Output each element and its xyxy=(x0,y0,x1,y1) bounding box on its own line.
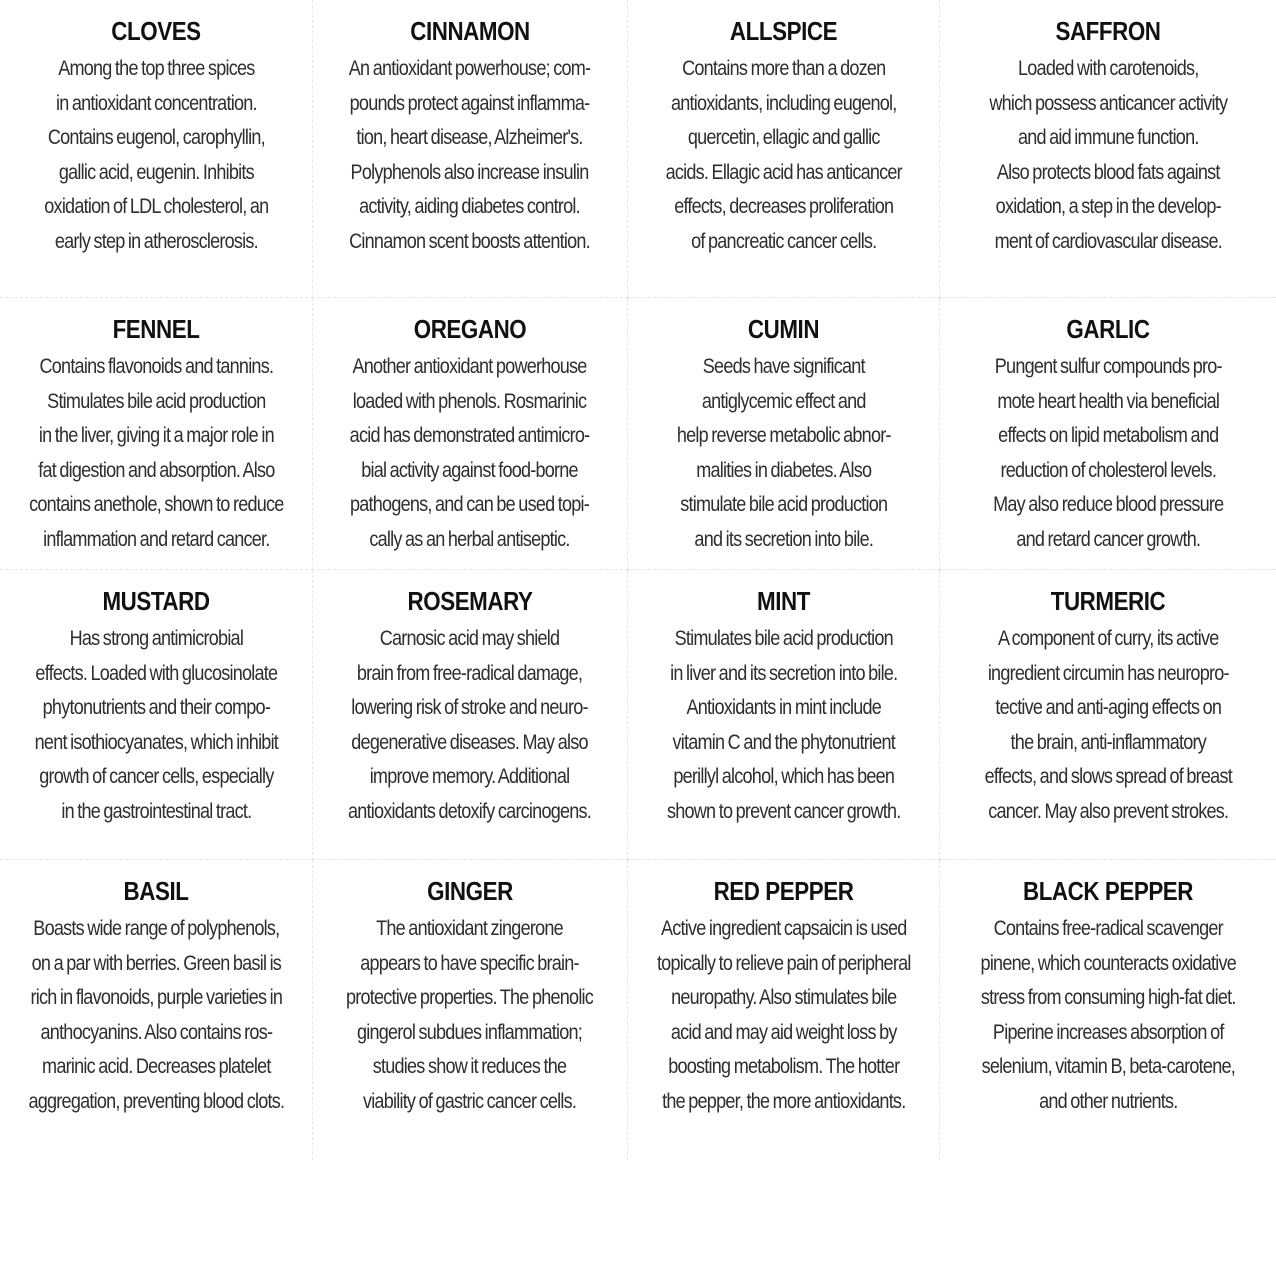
spice-name: BASIL xyxy=(123,876,189,906)
spice-card-fennel xyxy=(0,298,313,570)
spice-card-oregano xyxy=(313,298,628,570)
spice-card-garlic xyxy=(940,298,1276,570)
spice-card-red-pepper xyxy=(628,860,940,1160)
spice-card-basil xyxy=(0,860,313,1160)
spice-description: Loaded with carotenoids, which possess anticancer activity and aid immune function. Also protects blood fats against oxidation, a step in the develop- ment of cardiovascular disease. xyxy=(989,57,1227,253)
spice-description: An antioxidant powerhouse; com- pounds protect against inflamma- tion, heart disease, Alzheimer's. Polyphenols also increase insulin activity, aiding diabetes control. Cinnamon scent boosts attention. xyxy=(349,57,591,253)
spice-card-cinnamon xyxy=(313,0,628,298)
spice-description: The antioxidant zingerone appears to have specific brain- protective properties. The phenolic gingerol subdues inflammation; studies show it reduces the viability of gastric cancer cells. xyxy=(346,917,594,1113)
spice-card-mustard xyxy=(0,570,313,860)
spice-name: GINGER xyxy=(427,876,513,906)
spice-description: Pungent sulfur compounds pro- mote heart health via beneficial effects on lipid metabolism and reduction of cholesterol levels. May also reduce blood pressure and retard cancer growth. xyxy=(992,355,1224,551)
spice-description: Active ingredient capsaicin is used topically to relieve pain of peripheral neuropathy. Also stimulates bile acid and may aid weight loss by boosting metabolism. The hotter the pepper, the more antioxidants. xyxy=(656,917,911,1113)
spice-card-black-pepper xyxy=(940,860,1276,1160)
spice-description: Has strong antimicrobial effects. Loaded with glucosinolate phytonutrients and their compo- nent isothiocyanates, which inhibit growth of cancer cells, especially in the gastrointestinal tract. xyxy=(34,627,278,823)
spice-name: RED PEPPER xyxy=(713,876,854,906)
spice-name: CINNAMON xyxy=(410,16,530,46)
spice-name: MINT xyxy=(757,586,810,616)
spice-name: FENNEL xyxy=(112,314,200,344)
spice-name: CUMIN xyxy=(747,314,820,344)
spice-card-ginger xyxy=(313,860,628,1160)
spice-name: ROSEMARY xyxy=(407,586,533,616)
spice-card-cumin xyxy=(628,298,940,570)
spice-name: TURMERIC xyxy=(1050,586,1166,616)
spice-card-rosemary xyxy=(313,570,628,860)
spice-card-mint xyxy=(628,570,940,860)
spice-description: Among the top three spices in antioxidant concentration. Contains eugenol, carophyllin, gallic acid, eugenin. Inhibits oxidation of LDL cholesterol, an early step in atherosclerosis. xyxy=(43,57,269,253)
spice-name: OREGANO xyxy=(413,314,527,344)
spice-name: CLOVES xyxy=(111,16,201,46)
spice-card-cloves xyxy=(0,0,313,298)
spice-name: GARLIC xyxy=(1066,314,1150,344)
spice-description: Stimulates bile acid production in liver and its secretion into bile. Antioxidants in mint include vitamin C and the phytonutrient perillyl alcohol, which has been shown to prevent cancer growth. xyxy=(666,627,901,823)
spice-card-allspice xyxy=(628,0,940,298)
spice-name: SAFFRON xyxy=(1055,16,1161,46)
spice-description: Another antioxidant powerhouse loaded with phenols. Rosmarinic acid has demonstrated antimicro- bial activity against food-borne pathogens, and can be used topi- cally as an herbal antiseptic. xyxy=(350,355,590,551)
spice-name: ALLSPICE xyxy=(729,16,838,46)
spice-description: Contains free-radical scavenger pinene, which counteracts oxidative stress from consuming high-fat diet. Piperine increases absorption of selenium, vitamin B, beta-carotene, and other nutrients. xyxy=(980,917,1236,1113)
spice-description: Seeds have significant antiglycemic effect and help reverse metabolic abnor- malities in diabetes. Also stimulate bile acid production and its secretion into bile. xyxy=(676,355,891,551)
spice-description: Carnosic acid may shield brain from free-radical damage, lowering risk of stroke and neuro- degenerative diseases. May also improve memory. Additional antioxidants detoxify carcinogens. xyxy=(348,627,592,823)
spice-description: Boasts wide range of polyphenols, on a par with berries. Green basil is rich in flavonoids, purple varieties in anthocyanins. Also contains ros- marinic acid. Decreases platelet aggregation, preventing blood clots. xyxy=(28,917,284,1113)
spice-name: MUSTARD xyxy=(102,586,210,616)
spice-description: Contains flavonoids and tannins. Stimulates bile acid production in the liver, giving it a major role in fat digestion and absorption. Also contains anethole, shown to reduce inflammation and retard cancer. xyxy=(28,355,284,551)
spice-card-saffron xyxy=(940,0,1276,298)
spice-description: Contains more than a dozen antioxidants, including eugenol, quercetin, ellagic and gallic acids. Ellagic acid has anticancer effects, decreases proliferation of pancreatic cancer cells. xyxy=(665,57,902,253)
spice-description: A component of curry, its active ingredient circumin has neuropro- tective and anti-aging effects on the brain, anti-inflammatory effects, and slows spread of breast cancer. May also prevent strokes. xyxy=(984,627,1232,823)
spice-name: BLACK PEPPER xyxy=(1022,876,1194,906)
spice-card-turmeric xyxy=(940,570,1276,860)
